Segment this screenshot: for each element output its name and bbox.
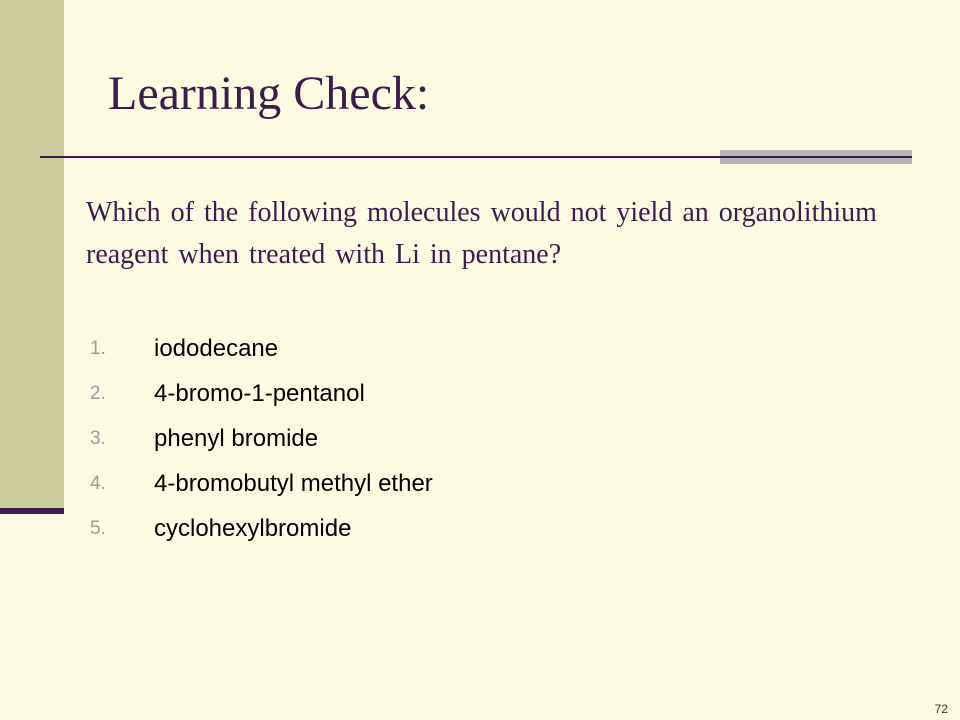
option-text: phenyl bromide (154, 425, 319, 452)
page-number: 72 (934, 702, 948, 716)
option-text: 4-bromo-1-pentanol (154, 380, 365, 407)
option-text: iododecane (154, 335, 279, 362)
option-text: cyclohexylbromide (154, 515, 352, 542)
option-number: 3. (90, 428, 106, 449)
option-text: 4-bromobutyl methyl ether (154, 470, 433, 497)
option-number: 1. (90, 338, 106, 359)
side-band (0, 0, 64, 508)
side-accent-bar (0, 508, 64, 514)
slide-title: Learning Check: (108, 67, 430, 120)
question-text: Which of the following molecules would not yield an organolithium reagent when treated with Li in pentane? (86, 197, 877, 270)
option-number: 4. (90, 473, 106, 494)
option-number: 5. (90, 518, 106, 539)
title-underline-accent-line (720, 156, 912, 158)
option-number: 2. (90, 383, 106, 404)
